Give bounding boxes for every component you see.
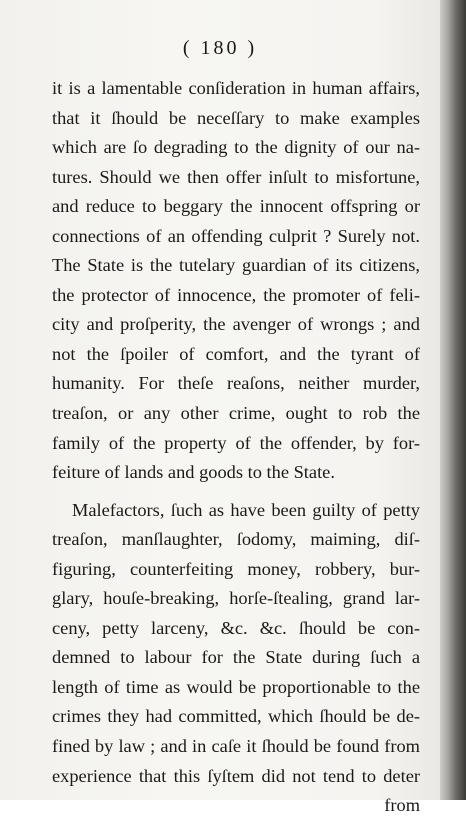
text-line: and reduce to beggary the innocent offspring or xyxy=(52,196,420,217)
text-line: figuring, counterfeiting money, robbery, bur- xyxy=(52,558,420,579)
text-line: demned to labour for the State during ſuch a xyxy=(52,647,420,668)
text-line: which are ſo degrading to the dignity of our na- xyxy=(52,137,420,158)
text-line: the protector of innocence, the promoter of feli- xyxy=(52,284,420,305)
text-line: city and proſperity, the avenger of wrongs ; and xyxy=(52,314,420,335)
text-line: it is a lamentable conſideration in human affairs, xyxy=(52,78,420,98)
text-line: ceny, petty larceny, &c. &c. ſhould be con- xyxy=(52,617,420,638)
text-line: treaſon, manſlaughter, ſodomy, maiming, diſ- xyxy=(52,529,420,550)
text-line: experience that this ſyſtem did not tend to deter xyxy=(52,765,420,786)
text-line: not the ſpoiler of comfort, and the tyrant of xyxy=(52,343,420,364)
text-line: that it ſhould be neceſſary to make examples xyxy=(52,107,420,128)
text-line: fined by law ; and in caſe it ſhould be found from xyxy=(52,736,420,757)
page-number: ( 180 ) xyxy=(182,37,258,59)
text-line: glary, houſe-breaking, horſe-ſtealing, grand lar- xyxy=(52,588,420,609)
paragraph-end-line: feiture of lands and goods to the State. xyxy=(52,462,335,483)
text-line: humanity. For theſe reaſons, neither murder, xyxy=(52,373,420,394)
text-line: length of time as would be proportionable to the xyxy=(52,676,420,697)
book-gutter-shadow xyxy=(440,0,466,800)
body-text xyxy=(52,74,420,821)
text-line: crimes they had committed, which ſhould be de- xyxy=(52,706,420,727)
paragraph-start-line: Malefactors, ſuch as have been guilty of petty xyxy=(72,499,420,520)
text-line: The State is the tutelary guardian of its citizens, xyxy=(52,255,420,276)
text-line: family of the property of the offender, by for- xyxy=(52,432,420,453)
catchword: from xyxy=(384,795,420,816)
text-line: tures. Should we then offer inſult to misfortune, xyxy=(52,166,420,187)
text-line: connections of an offending culprit ? Surely not. xyxy=(52,225,420,246)
text-line: treaſon, or any other crime, ought to rob the xyxy=(52,403,420,424)
